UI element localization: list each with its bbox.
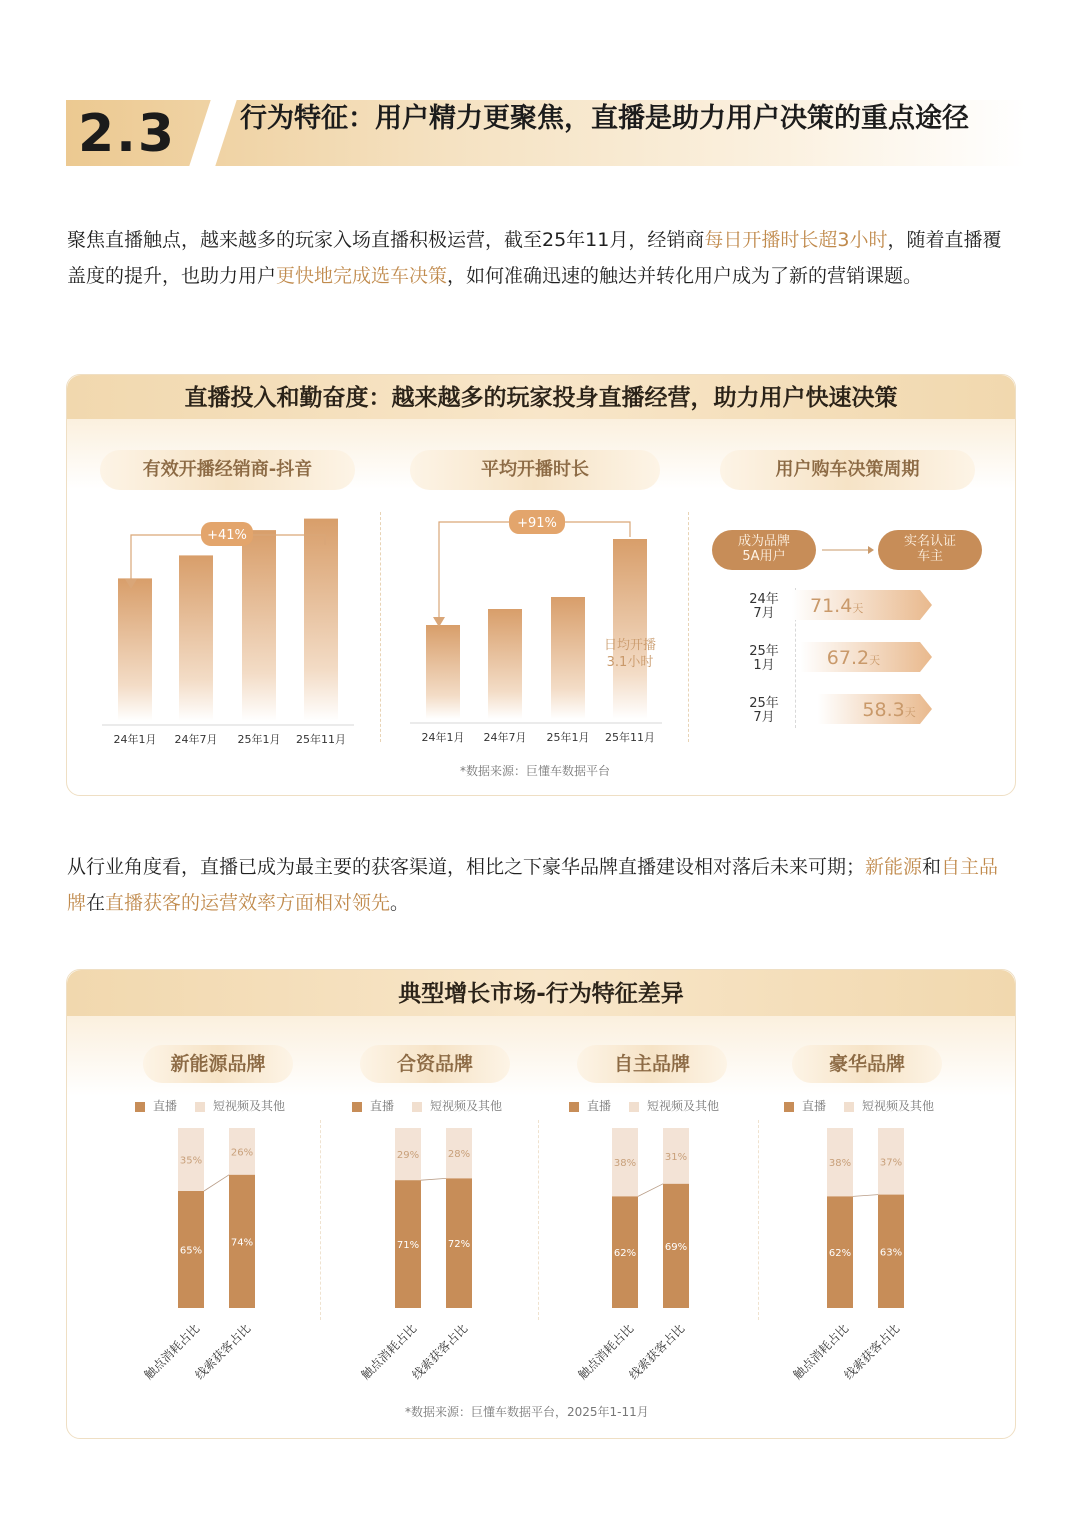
x-tick-label: 触点消耗占比: [141, 1321, 203, 1383]
growth-badge: +91%: [517, 516, 557, 531]
legend-other: 短视频及其他: [430, 1099, 503, 1113]
x-tick-label: 25年1月: [237, 733, 281, 746]
chart-title-decision: 用户购车决策周期: [720, 450, 975, 490]
flow-end-button: 实名认证 车主: [878, 530, 982, 570]
x-tick-label: 线索获客占比: [626, 1321, 688, 1383]
bar: [118, 578, 152, 721]
bar: [242, 530, 276, 721]
divider: [688, 512, 690, 742]
x-tick-label: 24年1月: [113, 733, 157, 746]
chart-title-duration: 平均开播时长: [410, 450, 660, 490]
value-label: 72%: [447, 1239, 471, 1251]
value-label: 35%: [179, 1155, 203, 1167]
x-tick-label: 线索获客占比: [409, 1321, 471, 1383]
intro-paragraph: 聚焦直播触点，越来越多的玩家入场直播积极运营，截至25年11月，经销商每日开播时长超3小时，随着直播覆盖度的提升，也助力用户更快地完成选车决策，如何准确迅速的触达并转化用户成为了新的营销课题。: [67, 229, 1002, 287]
x-tick-label: 触点消耗占比: [790, 1321, 852, 1383]
stacked-chart: [812, 1120, 1012, 1320]
cycle-value: 67.2天: [826, 647, 881, 669]
x-tick-label: 线索获客占比: [841, 1321, 903, 1383]
legend-live: 直播: [153, 1099, 178, 1113]
x-tick-label: 24年1月: [421, 731, 465, 744]
value-label: 29%: [396, 1150, 420, 1162]
industry-paragraph: 从行业角度看，直播已成为最主要的获客渠道，相比之下豪华品牌直播建设相对落后未来可期；新能源和自主品牌在直播获客的运营效率方面相对领先。: [67, 856, 999, 914]
value-label: 37%: [879, 1157, 903, 1169]
value-label: 69%: [664, 1241, 688, 1253]
group-title: 自主品牌: [577, 1045, 727, 1083]
value-label: 74%: [230, 1237, 254, 1249]
value-label: 62%: [828, 1248, 852, 1260]
card-title: 直播投入和勤奋度：越来越多的玩家投身直播经营，助力用户快速决策: [67, 375, 1015, 419]
x-tick-label: 25年11月: [296, 733, 346, 746]
legend-live: 直播: [587, 1099, 612, 1113]
connector-line: [638, 1184, 663, 1197]
x-tick-label: 25年1月: [546, 731, 590, 744]
flow-arrow-icon: [820, 540, 876, 560]
cycle-value: 71.4天: [810, 595, 864, 617]
bar: [551, 597, 585, 719]
value-label: 31%: [664, 1151, 688, 1163]
stacked-chart: [380, 1120, 580, 1320]
x-tick-label: 24年7月: [483, 731, 527, 744]
value-label: 71%: [396, 1240, 420, 1252]
x-tick-label: 线索获客占比: [192, 1321, 254, 1383]
bar: [488, 609, 522, 719]
group-title: 合资品牌: [360, 1045, 510, 1083]
legend: [352, 1097, 502, 1114]
bar: [179, 555, 213, 721]
row-label-month: 7月: [753, 710, 775, 725]
bar: [304, 519, 338, 721]
bar: [613, 539, 647, 719]
cycle-value: 58.3天: [862, 699, 916, 721]
row-label-month: 1月: [753, 658, 775, 673]
value-label: 63%: [879, 1247, 903, 1259]
data-source-1: *数据来源：巨懂车数据平台: [460, 764, 611, 778]
value-label: 65%: [179, 1245, 203, 1257]
bar: [426, 625, 460, 719]
legend-live: 直播: [802, 1099, 827, 1113]
chart-title-dealers: 有效开播经销商-抖音: [100, 450, 355, 490]
divider: [538, 1120, 540, 1320]
legend-other: 短视频及其他: [647, 1099, 720, 1113]
connector-line: [853, 1195, 878, 1197]
section-title: 行为特征：用户精力更聚焦，直播是助力用户决策的重点途径: [240, 103, 969, 134]
group-title: 新能源品牌: [143, 1045, 293, 1083]
stacked-chart: [597, 1120, 797, 1320]
bar-inline-label-1: 日均开播: [603, 638, 657, 653]
divider: [320, 1120, 322, 1320]
bar-inline-label-2: 3.1小时: [606, 655, 654, 670]
x-tick-label: 触点消耗占比: [575, 1321, 637, 1383]
row-label-month: 7月: [753, 606, 775, 621]
value-label: 26%: [230, 1147, 254, 1159]
value-label: 28%: [447, 1149, 471, 1161]
flow-start-button: 成为品牌 5A用户: [712, 530, 816, 570]
legend: [135, 1097, 285, 1114]
decision-cycle-chart: [740, 585, 940, 735]
group-title: 豪华品牌: [792, 1045, 942, 1083]
duration-bar-chart: [404, 505, 674, 755]
value-label: 38%: [613, 1158, 637, 1170]
legend-other: 短视频及其他: [213, 1099, 286, 1113]
legend-other: 短视频及其他: [862, 1099, 935, 1113]
row-label-year: 25年: [749, 696, 779, 711]
value-label: 62%: [613, 1248, 637, 1260]
connector-line: [421, 1178, 446, 1180]
x-tick-label: 触点消耗占比: [358, 1321, 420, 1383]
legend: [784, 1097, 934, 1114]
row-label-year: 24年: [749, 592, 779, 607]
connector-line: [204, 1175, 229, 1191]
stacked-chart: [163, 1120, 363, 1320]
x-tick-label: 25年11月: [605, 731, 655, 744]
divider: [380, 512, 382, 742]
x-tick-label: 24年7月: [174, 733, 218, 746]
legend: [569, 1097, 719, 1114]
dealers-bar-chart: [96, 505, 366, 755]
data-source-2: *数据来源：巨懂车数据平台，2025年1-11月: [405, 1405, 649, 1419]
card-title: 典型增长市场-行为特征差异: [67, 970, 1015, 1016]
divider: [758, 1120, 760, 1320]
growth-badge: +41%: [207, 528, 247, 543]
row-label-year: 25年: [749, 644, 779, 659]
legend-live: 直播: [370, 1099, 395, 1113]
value-label: 38%: [828, 1158, 852, 1170]
section-number: 2.3: [78, 104, 177, 164]
